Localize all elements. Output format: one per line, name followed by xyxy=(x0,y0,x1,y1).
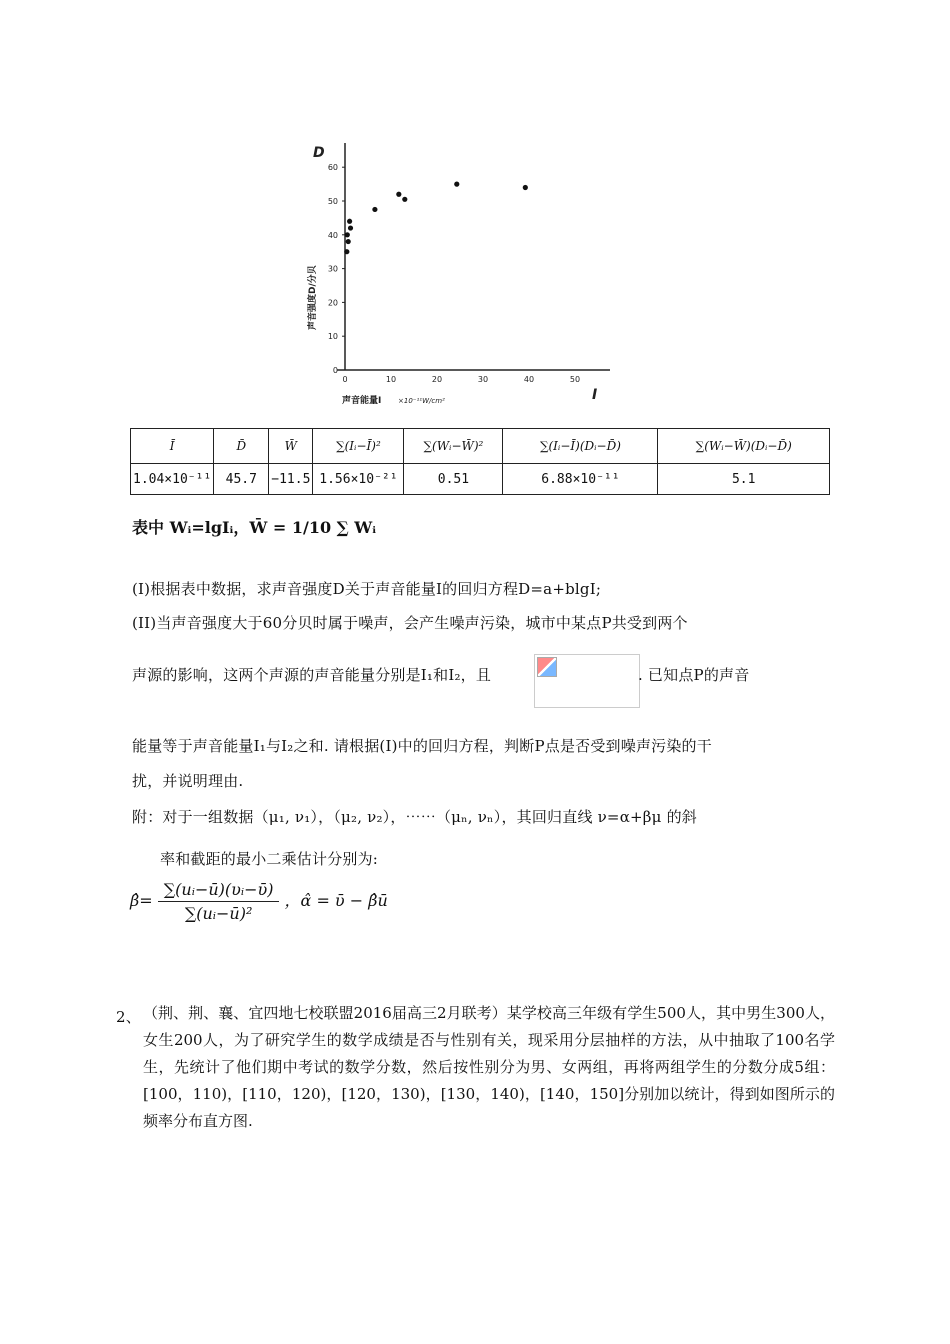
y-tick-label: 10 xyxy=(327,332,338,342)
x-axis-label xyxy=(342,394,445,406)
question-number: 2、 xyxy=(116,1008,141,1026)
data-table xyxy=(130,428,830,495)
chart-ticks xyxy=(328,163,580,384)
y-axis-label: 声音强度D/分贝 xyxy=(308,265,318,330)
alpha-formula: ，α̂ = ῡ − β̂ū xyxy=(284,891,388,910)
question-part-2-line-3: 能量等于声音能量I₁与I₂之和. 请根据(I)中的回归方程，判断P点是否受到噪声污染的干 xyxy=(132,737,712,755)
table-header-cell: W̄ xyxy=(269,429,313,464)
beta-lhs: β̂= xyxy=(130,891,153,910)
table-cell: 45.7 xyxy=(214,464,269,495)
question-part-2-line-2b: . 已知点P的声音 xyxy=(638,666,750,684)
data-point xyxy=(347,219,352,224)
y-tick-label: 0 xyxy=(332,366,338,375)
table-header-cell: ∑(Wᵢ−W̄)(Dᵢ−D̄) xyxy=(658,429,830,464)
table-cell: 5.1 xyxy=(658,464,830,495)
table-note: 表中 Wᵢ=lgIᵢ，W̄ = 1/10 ∑ Wᵢ xyxy=(132,518,377,537)
broken-image-icon xyxy=(537,657,557,677)
table-cell: 0.51 xyxy=(404,464,503,495)
y-tick-label: 20 xyxy=(327,298,338,308)
table-header-row xyxy=(131,429,830,464)
y-axis-name: D xyxy=(313,145,325,161)
data-point xyxy=(344,249,349,254)
table-cell: −11.5 xyxy=(269,464,313,495)
data-point xyxy=(402,197,407,202)
beta-denominator: ∑(uᵢ−ū)² xyxy=(184,904,253,923)
least-squares-formula xyxy=(130,880,388,923)
data-point xyxy=(345,232,350,237)
question-part-2-line-4: 扰，并说明理由. xyxy=(132,772,244,790)
question-part-2-line-2a: 声源的影响，这两个声源的声音能量分别是I₁和I₂，且 xyxy=(132,666,492,684)
table-cell: 1.04×10⁻¹¹ xyxy=(131,464,214,495)
x-tick-label: 40 xyxy=(523,375,535,384)
y-tick-label: 60 xyxy=(327,163,338,173)
x-axis-name: I xyxy=(592,387,598,403)
table-header-cell: ∑(Iᵢ−Ī)² xyxy=(313,429,404,464)
y-tick-label: 40 xyxy=(327,230,338,240)
data-point xyxy=(348,225,353,230)
y-tick-label: 50 xyxy=(327,197,338,206)
x-tick-label: 0 xyxy=(342,375,348,384)
question-part-2-line-1: (II)当声音强度大于60分贝时属于噪声，会产生噪声污染，城市中某点P共受到两个 xyxy=(132,614,688,632)
table-header-cell: Ī xyxy=(131,429,214,464)
x-tick-label: 20 xyxy=(431,375,443,384)
x-tick-label: 30 xyxy=(477,375,489,384)
table-header-cell: ∑(Wᵢ−W̄)² xyxy=(404,429,503,464)
table-row xyxy=(131,464,830,495)
broken-image-placeholder xyxy=(534,654,640,708)
table-cell: 6.88×10⁻¹¹ xyxy=(503,464,658,495)
chart-points xyxy=(344,182,528,255)
appendix-line-2: 率和截距的最小二乘估计分别为: xyxy=(160,850,379,868)
table-cell: 1.56×10⁻²¹ xyxy=(313,464,404,495)
table-header-cell: D̄ xyxy=(214,429,269,464)
x-tick-label: 50 xyxy=(569,375,581,384)
question-2-text: （荆、荆、襄、宜四地七校联盟2016届高三2月联考）某学校高三年级有学生500人，其中男生300人，女生200人，为了研究学生的数学成绩是否与性别有关，现采用分层抽样的方法，从中抽取了100名学生，先统计了他们期中考试的数学分数，然后按性别分为男、女两组，再将两组学生的分数分成5组：[100，110)，[110，120)，[120，130)，[130，140)，[140，150]分别加以统计，得到如图所示的频率分布直方图. xyxy=(143,1004,835,1130)
data-point xyxy=(372,207,377,212)
table-header-cell: ∑(Iᵢ−Ī)(Dᵢ−D̄) xyxy=(503,429,658,464)
y-tick-label: 30 xyxy=(327,264,338,274)
x-tick-label: 10 xyxy=(385,375,397,384)
beta-fraction xyxy=(158,880,280,923)
chart-axes xyxy=(337,143,610,370)
scatter-chart xyxy=(300,135,630,410)
data-point xyxy=(523,185,528,190)
data-point xyxy=(454,182,459,187)
data-point xyxy=(346,239,351,244)
svg-text:声音能量I: 声音能量I xyxy=(342,396,382,406)
data-point xyxy=(396,192,401,197)
question-part-1: (I)根据表中数据，求声音强度D关于声音能量I的回归方程D=a+blgI; xyxy=(132,580,602,598)
beta-numerator: ∑(uᵢ−ū)(υᵢ−ῡ) xyxy=(158,880,280,902)
appendix-line-1: 附：对于一组数据（μ₁, ν₁），（μ₂, ν₂），⋯⋯（μₙ, νₙ），其回归直线 ν=α+βμ 的斜 xyxy=(132,808,697,826)
svg-text:×10⁻¹¹W/cm²: ×10⁻¹¹W/cm² xyxy=(398,397,445,405)
